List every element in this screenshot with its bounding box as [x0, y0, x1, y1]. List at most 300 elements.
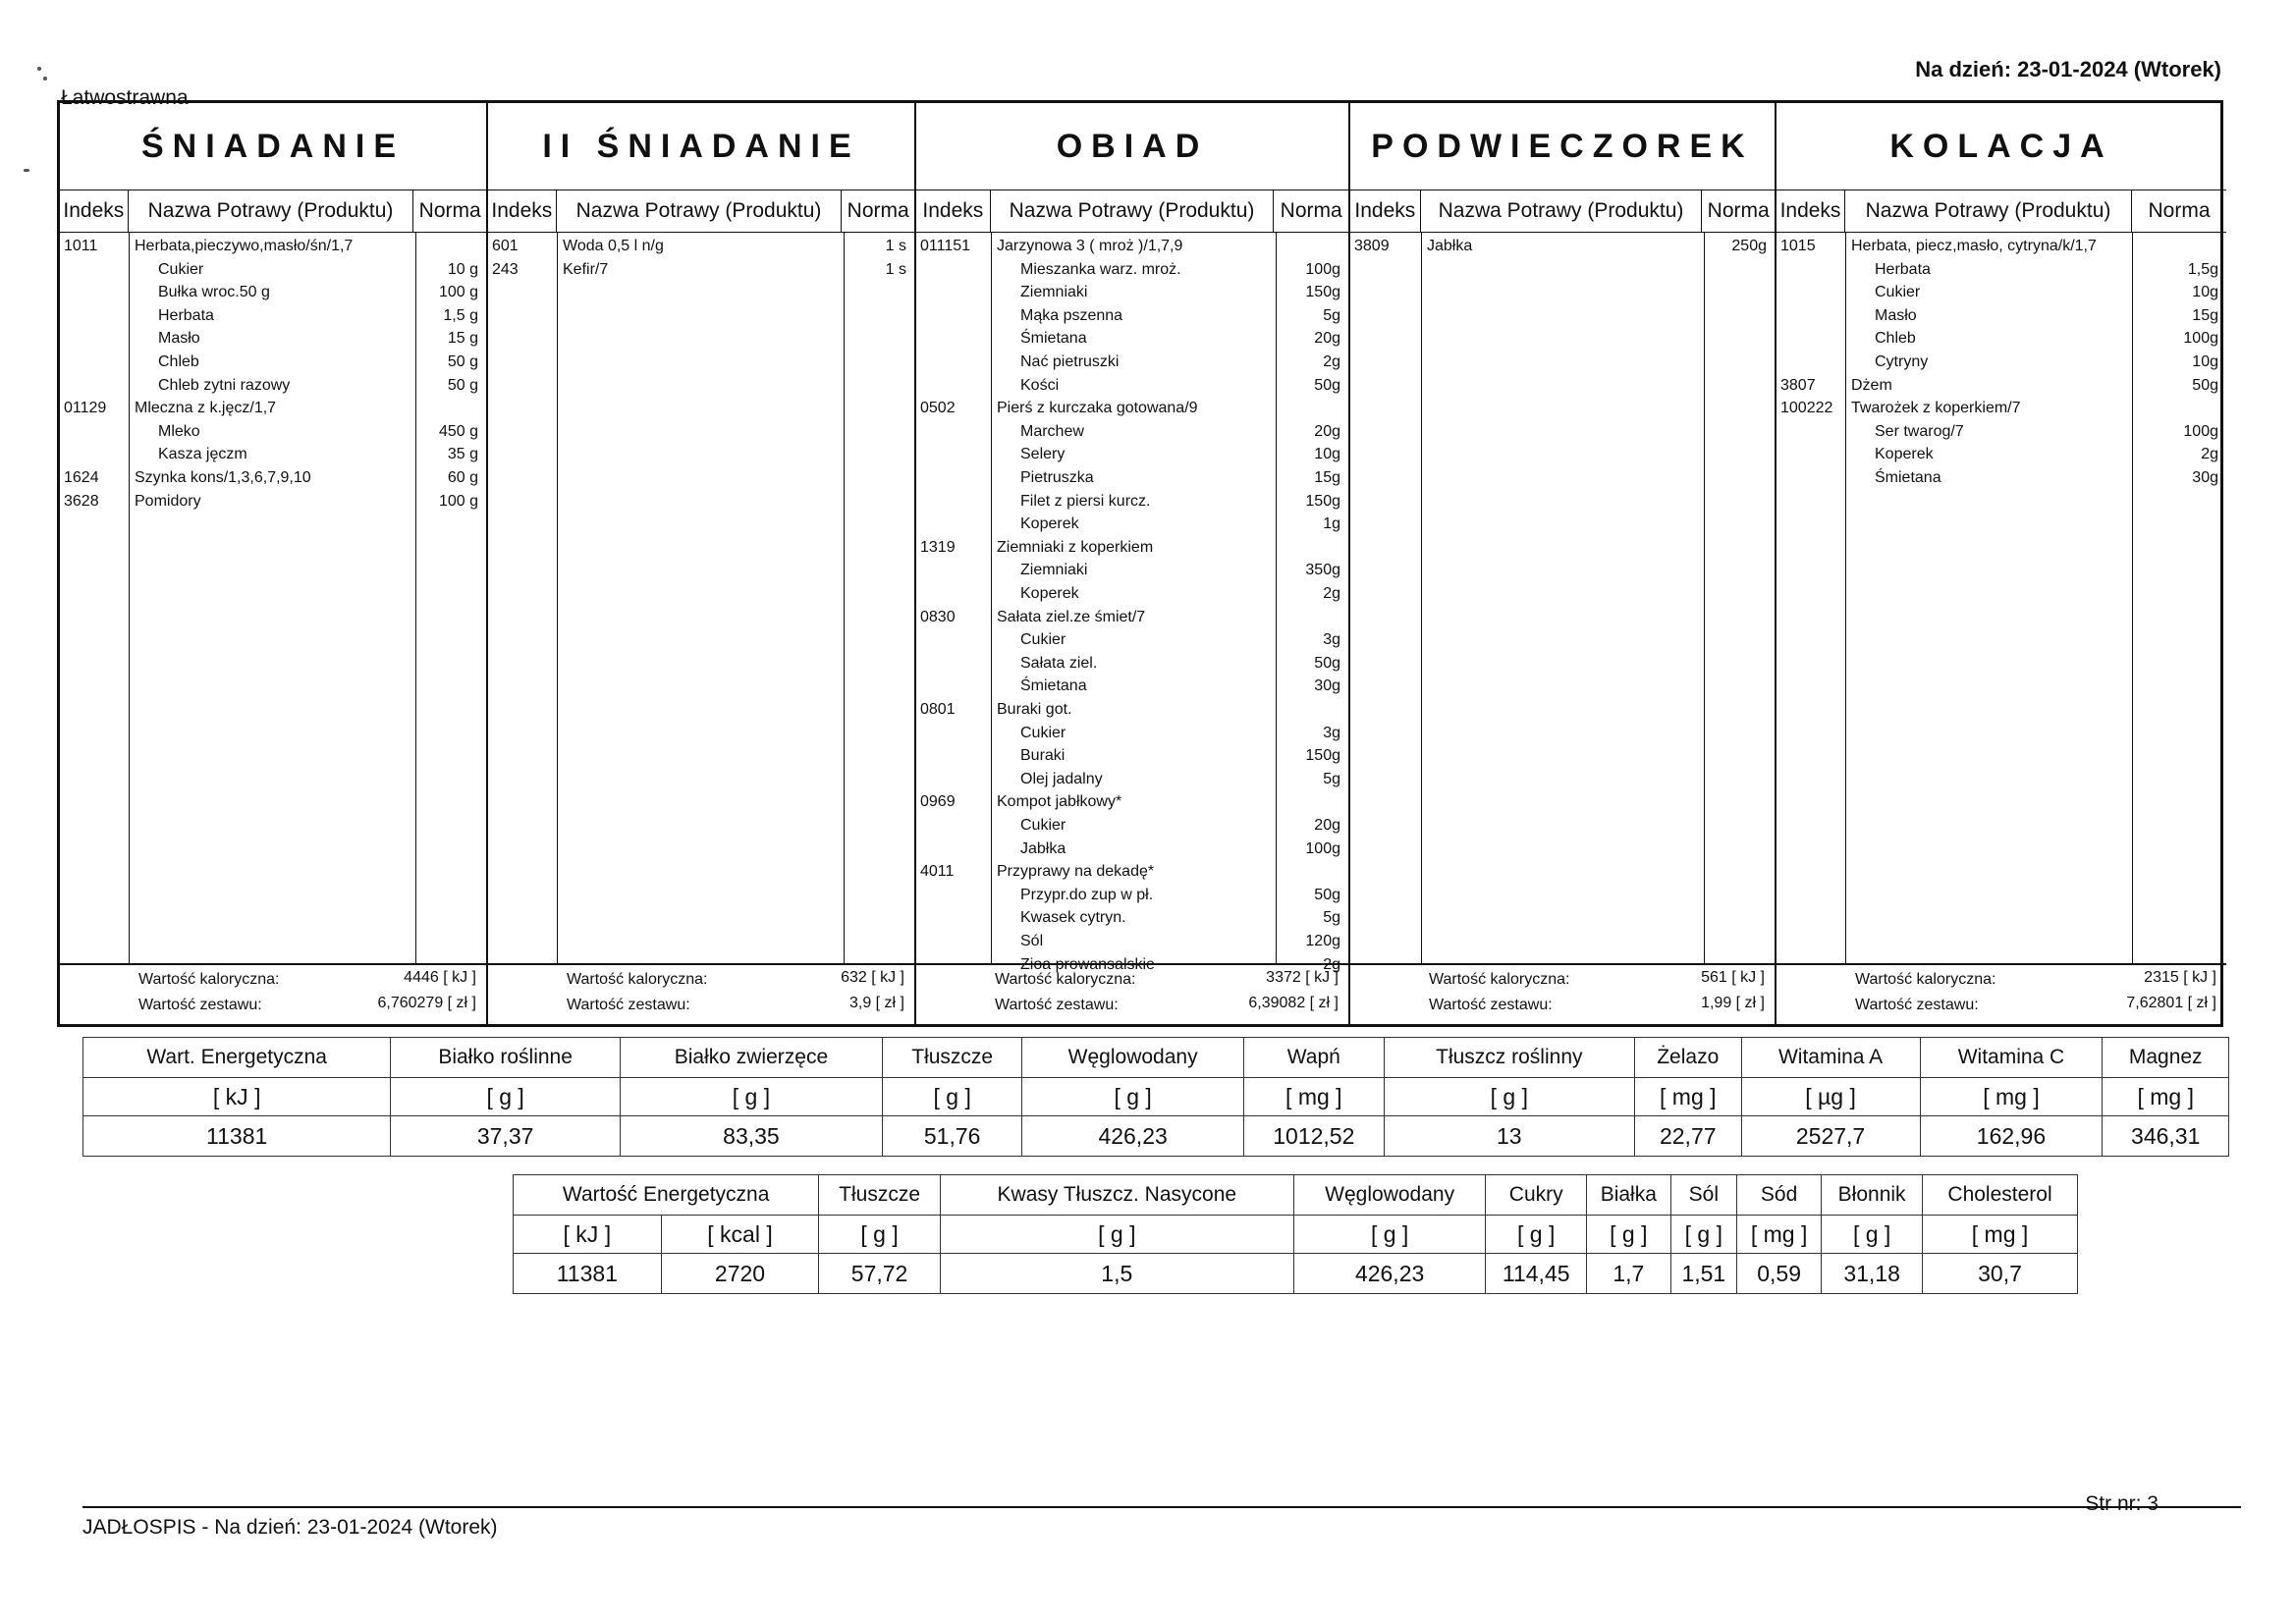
item-index: 601	[492, 238, 519, 254]
item-name: Buraki	[1020, 747, 1066, 765]
table-row	[1777, 446, 2226, 469]
nutrient-label: Tłuszcz roślinny	[1384, 1038, 1634, 1078]
table-row	[1777, 261, 2226, 285]
table-row	[488, 238, 914, 261]
table-row	[916, 817, 1348, 840]
item-name: Buraki got.	[997, 701, 1072, 718]
table-row	[60, 238, 486, 261]
item-name: Koperek	[1020, 515, 1079, 533]
nutrient-unit: [ mg ]	[1737, 1216, 1822, 1254]
table-row	[916, 400, 1348, 423]
column-header-row	[60, 190, 486, 233]
item-norm: 3g	[1323, 724, 1340, 741]
column-header-norm: Norma	[1707, 199, 1770, 222]
column-header-name: Nazwa Potrawy (Produktu)	[991, 190, 1275, 232]
item-index: 01129	[64, 400, 107, 417]
nutrient-value: 1,51	[1670, 1254, 1736, 1294]
item-name: Cukier	[1020, 724, 1066, 741]
item-norm: 50g	[1314, 654, 1340, 672]
table-row	[916, 493, 1348, 516]
item-index: 1319	[920, 538, 956, 556]
item-name: Pomidory	[135, 492, 201, 510]
nutrient-value: 0,59	[1737, 1254, 1822, 1294]
table-row	[916, 330, 1348, 353]
nutrient-value-row	[83, 1116, 2229, 1157]
table-row	[60, 446, 486, 469]
item-name: Ser twarog/7	[1875, 422, 1964, 440]
nutrient-label: Wapń	[1243, 1038, 1384, 1078]
nutrient-unit: [ mg ]	[2103, 1078, 2229, 1116]
table-row	[916, 261, 1348, 285]
column-header-norm: Norma	[418, 199, 481, 222]
set-value: 7,62801 [ zł ]	[2126, 995, 2216, 1011]
meal-title: II ŚNIADANIE	[488, 103, 914, 190]
nutrient-unit-row	[83, 1078, 2229, 1116]
item-name: Cukier	[1020, 817, 1066, 834]
item-norm: 1g	[1323, 515, 1340, 533]
nutrient-label: Węglowodany	[1022, 1038, 1244, 1078]
item-norm: 10g	[1314, 446, 1340, 463]
nutrient-label: Wartość Energetyczna	[514, 1175, 819, 1216]
item-norm: 5g	[1323, 770, 1340, 787]
item-norm: 50g	[1314, 886, 1340, 903]
item-name: Kefir/7	[563, 260, 609, 278]
nutrient-unit: [ g ]	[391, 1078, 621, 1116]
item-norm: 30g	[2192, 469, 2218, 486]
calorie-label: Wartość kaloryczna:	[567, 971, 708, 988]
calorie-label: Wartość kaloryczna:	[995, 971, 1136, 988]
column-header-index: Indeks	[1350, 190, 1421, 232]
item-name: Filet z piersi kurcz.	[1020, 492, 1151, 510]
item-name: Kości	[1020, 376, 1060, 394]
nutrient-label-row	[83, 1038, 2229, 1078]
meal-items	[1777, 232, 2226, 965]
nutrient-unit: [ g ]	[1670, 1216, 1736, 1254]
item-name: Cukier	[1875, 284, 1921, 301]
item-name: Cukier	[158, 260, 204, 278]
footer-rule	[82, 1506, 2241, 1508]
item-norm: 100g	[1305, 839, 1340, 857]
item-name: Chleb	[1875, 330, 1916, 348]
nutrient-value: 83,35	[620, 1116, 882, 1157]
column-header-row	[488, 190, 914, 233]
nutrient-unit: [ kJ ]	[514, 1216, 662, 1254]
item-norm: 100g	[1305, 260, 1340, 278]
nutrients-table-1	[82, 1037, 2229, 1157]
nutrient-unit: [ g ]	[1486, 1216, 1587, 1254]
nutrient-label: Białka	[1586, 1175, 1670, 1216]
item-name: Jarzynowa 3 ( mroż )/1,7,9	[997, 238, 1183, 254]
item-name: Cukier	[1020, 631, 1066, 649]
calorie-value: 2315 [ kJ ]	[2144, 969, 2216, 986]
item-norm: 100 g	[438, 284, 478, 301]
diet-type: Łatwostrawna	[61, 86, 189, 109]
column-divider	[557, 232, 558, 965]
table-row	[1777, 423, 2226, 447]
table-row	[60, 261, 486, 285]
nutrient-label: Błonnik	[1822, 1175, 1923, 1216]
item-norm: 20g	[1314, 817, 1340, 834]
item-name: Woda 0,5 l n/g	[563, 238, 664, 254]
nutrient-label: Cukry	[1486, 1175, 1587, 1216]
item-name: Przyprawy na dekadę*	[997, 863, 1155, 881]
item-norm: 50 g	[447, 353, 478, 370]
nutrient-label: Żelazo	[1634, 1038, 1741, 1078]
item-name: Ziemniaki	[1020, 562, 1088, 579]
set-value-label: Wartość zestawu:	[1855, 997, 1979, 1013]
nutrient-label: Tłuszcze	[819, 1175, 940, 1216]
item-index: 243	[492, 260, 519, 278]
table-row	[916, 609, 1348, 632]
item-norm: 10g	[2192, 284, 2218, 301]
item-index: 0502	[920, 400, 956, 417]
table-row	[916, 446, 1348, 469]
item-norm: 35 g	[447, 446, 478, 463]
table-row	[60, 469, 486, 493]
item-name: Marchew	[1020, 422, 1084, 440]
item-name: Selery	[1020, 446, 1066, 463]
table-row	[916, 933, 1348, 956]
nutrient-unit: [ µg ]	[1741, 1078, 1920, 1116]
item-norm: 15 g	[447, 330, 478, 348]
set-value: 1,99 [ zł ]	[1701, 995, 1765, 1011]
meal-summary	[1777, 963, 2226, 1024]
item-norm: 2g	[1323, 955, 1340, 973]
item-norm: 2g	[2201, 446, 2218, 463]
nutrient-label: Tłuszcze	[883, 1038, 1022, 1078]
item-norm: 1 s	[885, 238, 906, 254]
table-row	[488, 261, 914, 285]
meal-title: PODWIECZOREK	[1350, 103, 1775, 190]
meal-title: KOLACJA	[1777, 103, 2226, 190]
column-header-index: Indeks	[1777, 190, 1845, 232]
table-row	[60, 330, 486, 353]
item-norm: 20g	[1314, 422, 1340, 440]
nutrient-value: 11381	[514, 1254, 662, 1294]
item-norm: 3g	[1323, 631, 1340, 649]
column-header-name: Nazwa Potrawy (Produktu)	[129, 190, 414, 232]
item-norm: 100g	[2183, 330, 2218, 348]
item-norm: 100 g	[438, 492, 478, 510]
calorie-value: 561 [ kJ ]	[1701, 969, 1765, 986]
nutrient-label: Węglowodany	[1293, 1175, 1486, 1216]
column-header-row	[916, 190, 1348, 233]
table-row	[916, 469, 1348, 493]
nutrient-label: Cholesterol	[1923, 1175, 2078, 1216]
table-row	[60, 307, 486, 331]
set-value: 3,9 [ zł ]	[848, 995, 904, 1011]
item-norm: 250g	[1731, 238, 1767, 254]
item-name: Śmietana	[1020, 677, 1087, 695]
calorie-label: Wartość kaloryczna:	[1429, 971, 1570, 988]
item-name: Szynka kons/1,3,6,7,9,10	[135, 469, 311, 486]
nutrient-unit: [ g ]	[1586, 1216, 1670, 1254]
nutrient-value: 346,31	[2103, 1116, 2229, 1157]
nutrient-value: 13	[1384, 1116, 1634, 1157]
item-name: Śmietana	[1875, 469, 1941, 486]
table-row	[916, 238, 1348, 261]
nutrient-unit: [ mg ]	[1634, 1078, 1741, 1116]
meal-section	[1350, 103, 1777, 1024]
item-name: Mleczna z k.jęcz/1,7	[135, 400, 277, 417]
item-norm: 350g	[1305, 562, 1340, 579]
meal-items	[60, 232, 486, 965]
column-header-norm: Norma	[1280, 199, 1342, 222]
item-name: Przypr.do zup w pł.	[1020, 886, 1154, 903]
menu-table	[57, 100, 2223, 1027]
meal-section	[916, 103, 1350, 1024]
nutrient-value-row	[514, 1254, 2078, 1294]
item-index: 4011	[920, 863, 955, 881]
nutrient-label: Sól	[1670, 1175, 1736, 1216]
calorie-value: 4446 [ kJ ]	[404, 969, 476, 986]
item-name: Mleko	[158, 422, 200, 440]
nutrient-label: Wart. Energetyczna	[83, 1038, 391, 1078]
nutrient-value: 30,7	[1923, 1254, 2078, 1294]
nutrient-unit: [ g ]	[1022, 1078, 1244, 1116]
scan-speck	[43, 77, 47, 81]
nutrient-value: 11381	[83, 1116, 391, 1157]
item-index: 0801	[920, 701, 956, 718]
item-name: Herbata,pieczywo,masło/śn/1,7	[135, 238, 354, 254]
column-header-index: Indeks	[488, 190, 557, 232]
column-divider	[844, 232, 845, 965]
item-norm: 100g	[2183, 422, 2218, 440]
table-row	[916, 701, 1348, 725]
nutrient-label: Witamina A	[1741, 1038, 1920, 1078]
nutrient-value: 37,37	[391, 1116, 621, 1157]
item-name: Sałata ziel.	[1020, 654, 1098, 672]
item-name: Herbata	[1875, 260, 1931, 278]
column-header-name: Nazwa Potrawy (Produktu)	[1421, 190, 1703, 232]
meal-items	[1350, 232, 1775, 965]
table-row	[916, 585, 1348, 609]
set-value-label: Wartość zestawu:	[995, 997, 1119, 1013]
column-header-row	[1350, 190, 1775, 233]
item-name: Chleb	[158, 353, 199, 370]
item-name: Nać pietruszki	[1020, 353, 1120, 370]
table-row	[916, 771, 1348, 794]
table-row	[1777, 353, 2226, 377]
set-value: 6,39082 [ zł ]	[1248, 995, 1339, 1011]
nutrient-unit: [ mg ]	[1923, 1216, 2078, 1254]
nutrient-unit: [ kJ ]	[83, 1078, 391, 1116]
table-row	[916, 284, 1348, 307]
nutrient-unit: [ g ]	[1822, 1216, 1923, 1254]
table-row	[916, 631, 1348, 655]
table-row	[1777, 284, 2226, 307]
table-row	[916, 793, 1348, 817]
meal-section	[488, 103, 916, 1024]
item-name: Herbata, piecz,masło, cytryna/k/1,7	[1851, 238, 2097, 254]
item-index: 100222	[1780, 400, 1833, 417]
item-index: 3807	[1780, 376, 1816, 394]
meal-section	[60, 103, 488, 1024]
nutrient-value: 2527,7	[1741, 1116, 1920, 1157]
item-name: Chleb zytni razowy	[158, 376, 291, 394]
table-row	[916, 840, 1348, 864]
column-divider	[1704, 232, 1705, 965]
table-row	[916, 725, 1348, 748]
nutrient-value: 1012,52	[1243, 1116, 1384, 1157]
nutrient-label: Białko roślinne	[391, 1038, 621, 1078]
table-row	[916, 307, 1348, 331]
item-name: Masło	[158, 330, 200, 348]
item-name: Jabłka	[1020, 839, 1066, 857]
item-norm: 1,5g	[2187, 260, 2218, 278]
nutrient-unit: [ g ]	[819, 1216, 940, 1254]
item-norm: 10g	[2192, 353, 2218, 370]
item-norm: 1,5 g	[443, 306, 478, 324]
table-row	[1777, 469, 2226, 493]
column-header-index: Indeks	[60, 190, 129, 232]
item-norm: 2g	[1323, 353, 1340, 370]
item-index: 0969	[920, 793, 956, 811]
item-name: Sól	[1020, 933, 1044, 949]
table-row	[916, 353, 1348, 377]
nutrient-unit: [ mg ]	[1243, 1078, 1384, 1116]
column-header-row	[1777, 190, 2226, 233]
item-index: 0830	[920, 608, 956, 625]
item-norm: 15g	[2192, 306, 2218, 324]
item-index: 3809	[1354, 238, 1390, 254]
table-row	[916, 377, 1348, 401]
calorie-label: Wartość kaloryczna:	[1855, 971, 1996, 988]
nutrient-label: Witamina C	[1920, 1038, 2103, 1078]
item-name: Sałata ziel.ze śmiet/7	[997, 608, 1146, 625]
item-index: 1011	[64, 238, 98, 254]
meal-summary	[1350, 963, 1775, 1024]
item-name: Kasza jęczm	[158, 446, 247, 463]
item-index: 011151	[920, 238, 971, 254]
item-name: Pierś z kurczaka gotowana/9	[997, 400, 1198, 417]
item-norm: 2g	[1323, 585, 1340, 602]
item-norm: 150g	[1305, 747, 1340, 765]
column-divider	[1421, 232, 1422, 965]
item-name: Zioa prowansalskie	[1020, 955, 1155, 973]
table-row	[1350, 238, 1775, 261]
item-name: Cytryny	[1875, 353, 1929, 370]
set-value-label: Wartość zestawu:	[1429, 997, 1553, 1013]
nutrient-value: 51,76	[883, 1116, 1022, 1157]
item-norm: 1 s	[885, 260, 906, 278]
page-number: Str nr: 3	[2085, 1492, 2159, 1515]
nutrient-unit: [ g ]	[1293, 1216, 1486, 1254]
date-header: Na dzień: 23-01-2024 (Wtorek)	[1915, 57, 2221, 81]
nutrient-value: 1,5	[940, 1254, 1293, 1294]
calorie-label: Wartość kaloryczna:	[138, 971, 280, 988]
item-name: Masło	[1875, 306, 1917, 324]
item-norm: 120g	[1305, 933, 1340, 949]
table-row	[60, 284, 486, 307]
nutrient-value: 31,18	[1822, 1254, 1923, 1294]
meal-summary	[60, 963, 486, 1024]
item-norm: 5g	[1323, 909, 1340, 927]
nutrient-label: Białko zwierzęce	[620, 1038, 882, 1078]
nutrient-value: 57,72	[819, 1254, 940, 1294]
table-row	[916, 423, 1348, 447]
item-norm: 50g	[2192, 376, 2218, 394]
meal-items	[488, 232, 914, 965]
column-header-norm: Norma	[2148, 199, 2211, 222]
nutrients-table-2	[513, 1174, 2078, 1294]
calorie-value: 632 [ kJ ]	[841, 969, 904, 986]
item-norm: 50g	[1314, 376, 1340, 394]
column-header-name: Nazwa Potrawy (Produktu)	[557, 190, 843, 232]
item-name: Olej jadalny	[1020, 770, 1103, 787]
nutrient-label: Kwasy Tłuszcz. Nasycone	[940, 1175, 1293, 1216]
item-norm: 10 g	[447, 260, 478, 278]
footer-label: JADŁOSPIS - Na dzień: 23-01-2024 (Wtorek)	[82, 1516, 498, 1539]
scan-speck	[24, 169, 29, 172]
table-row	[60, 377, 486, 401]
set-value-label: Wartość zestawu:	[138, 997, 262, 1013]
table-row	[916, 515, 1348, 539]
item-name: Dżem	[1851, 376, 1892, 394]
meal-summary	[916, 963, 1348, 1024]
nutrient-unit: [ g ]	[940, 1216, 1293, 1254]
nutrient-value: 1,7	[1586, 1254, 1670, 1294]
item-name: Śmietana	[1020, 330, 1087, 348]
table-row	[916, 539, 1348, 563]
nutrient-value: 2720	[661, 1254, 819, 1294]
item-name: Koperek	[1020, 585, 1079, 602]
nutrient-unit: [ mg ]	[1920, 1078, 2103, 1116]
nutrient-unit: [ g ]	[1384, 1078, 1634, 1116]
column-header-index: Indeks	[916, 190, 991, 232]
item-name: Twarożek z koperkiem/7	[1851, 400, 2021, 417]
table-row	[60, 353, 486, 377]
item-norm: 20g	[1314, 330, 1340, 348]
meal-summary	[488, 963, 914, 1024]
table-row	[916, 677, 1348, 701]
table-row	[1777, 307, 2226, 331]
meal-title: OBIAD	[916, 103, 1348, 190]
item-norm: 60 g	[447, 469, 478, 486]
set-value-label: Wartość zestawu:	[567, 997, 690, 1013]
item-index: 1015	[1780, 238, 1816, 254]
nutrient-label: Sód	[1737, 1175, 1822, 1216]
calorie-value: 3372 [ kJ ]	[1266, 969, 1339, 986]
nutrient-label-row	[514, 1175, 2078, 1216]
table-row	[60, 400, 486, 423]
item-norm: 30g	[1314, 677, 1340, 695]
column-header-norm: Norma	[847, 199, 909, 222]
item-name: Ziemniaki z koperkiem	[997, 538, 1154, 556]
nutrient-unit: [ g ]	[883, 1078, 1022, 1116]
table-row	[60, 493, 486, 516]
nutrient-unit-row	[514, 1216, 2078, 1254]
scan-speck	[37, 67, 41, 71]
item-norm: 5g	[1323, 306, 1340, 324]
item-index: 3628	[64, 492, 99, 510]
nutrient-unit: [ kcal ]	[661, 1216, 819, 1254]
table-row	[916, 863, 1348, 887]
nutrient-value: 114,45	[1486, 1254, 1587, 1294]
table-row	[1777, 330, 2226, 353]
item-index: 1624	[64, 469, 99, 486]
item-name: Herbata	[158, 306, 214, 324]
table-row	[1777, 238, 2226, 261]
item-norm: 150g	[1305, 284, 1340, 301]
item-name: Jabłka	[1427, 238, 1473, 254]
table-row	[916, 562, 1348, 585]
table-row	[916, 655, 1348, 678]
item-norm: 150g	[1305, 492, 1340, 510]
table-row	[916, 909, 1348, 933]
meal-items	[916, 232, 1348, 973]
table-row	[916, 747, 1348, 771]
